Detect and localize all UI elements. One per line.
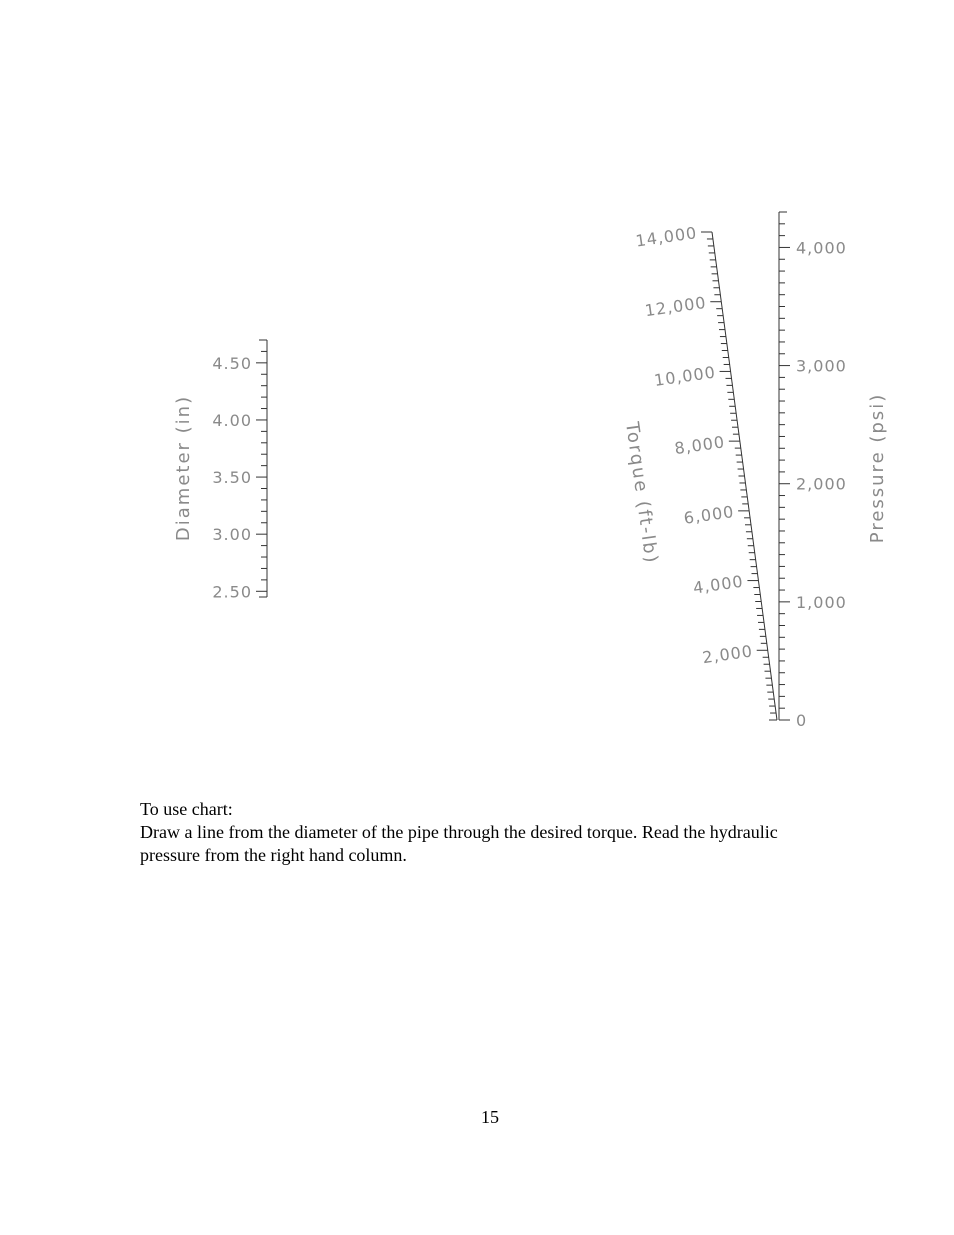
diameter-axis-title: Diameter (in) [173,394,194,542]
diameter-tick-label: 2.50 [212,582,252,602]
torque-tick-label: 8,000 [673,432,727,459]
instructions-heading: To use chart: [140,799,233,819]
instructions-body: Draw a line from the diameter of the pipe through the desired torque. Read the hydraulic pressure from the right hand column. [140,822,778,865]
torque-scale [621,223,777,720]
instructions [140,798,840,867]
torque-tick-label: 14,000 [634,223,699,251]
diameter-tick-label: 4.00 [212,410,252,430]
torque-tick-label: 2,000 [701,641,755,668]
pressure-axis-title: Pressure (psi) [867,392,888,544]
pressure-scale [779,212,888,730]
diameter-tick-label: 3.50 [212,468,252,488]
pressure-tick-label: 1,000 [796,592,847,612]
torque-tick-label: 4,000 [691,571,745,598]
diameter-scale [173,340,267,601]
diameter-tick-label: 3.00 [212,525,252,545]
torque-tick-label: 12,000 [643,292,708,321]
torque-tick-label: 6,000 [682,501,736,528]
torque-axis-title: Torque (ft-lb) [621,420,662,566]
pressure-tick-label: 0 [796,711,808,730]
pressure-tick-label: 2,000 [796,474,847,494]
pressure-tick-label: 4,000 [796,238,847,258]
page-number: 15 [481,1107,499,1127]
torque-tick-label: 10,000 [652,362,717,390]
diameter-tick-label: 4.50 [212,353,252,373]
pressure-tick-label: 3,000 [796,356,847,376]
